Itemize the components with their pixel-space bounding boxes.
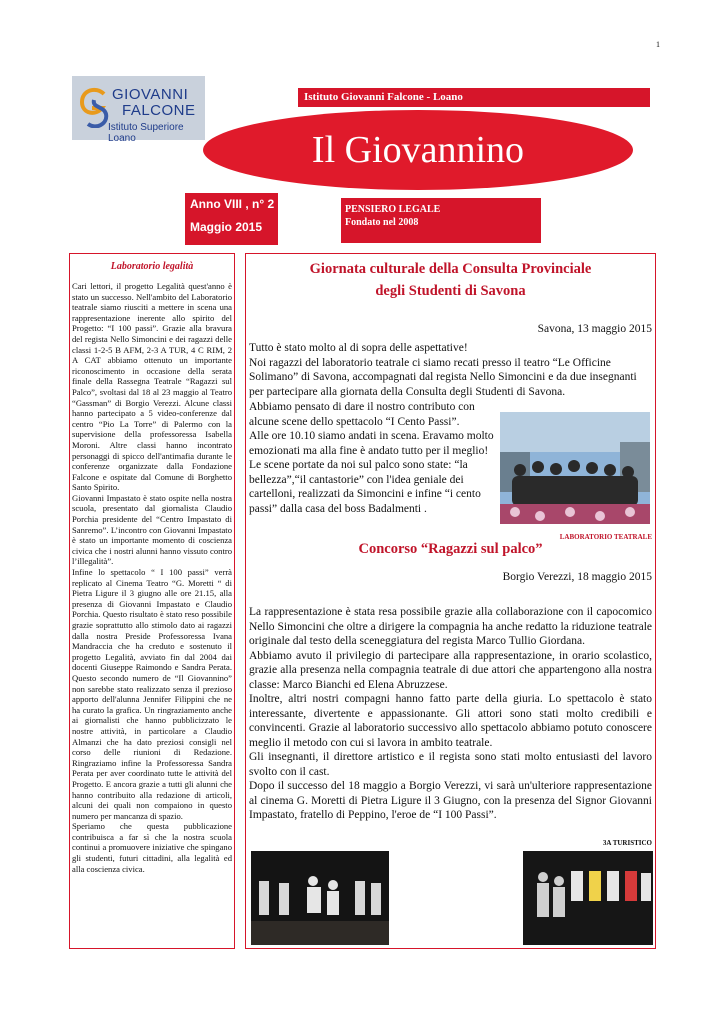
left-column-title: Laboratorio legalità bbox=[110, 261, 194, 272]
article1-title bbox=[245, 258, 656, 302]
issue-date: Maggio 2015 bbox=[190, 220, 263, 234]
rubric-founded: Fondato nel 2008 bbox=[345, 217, 419, 228]
issue-number: Anno VIII , n° 2 bbox=[190, 197, 275, 211]
logo-line1: GIOVANNI bbox=[112, 86, 189, 103]
stage-photo-right bbox=[523, 851, 653, 945]
article1-para2: Abbiamo pensato di dare il nostro contributo con alcune scene dello spettacolo “I Cento Passi”. Alle ore 10.10 siamo andati in scena. Eravamo molto emozionati ma alla fine è andato tutto per il meglio! Le scene portate da noi sul palco sono state: “la bellezza”,“il cantastorie” con l'idea geniale dei cartelloni, realizzati da Simoncini e infine “i cento passi” dalla casa del boss Badalmenti . bbox=[249, 401, 494, 515]
article2-date: Borgio Verezzi, 18 maggio 2015 bbox=[502, 571, 652, 583]
article1-title-line2: degli Studenti di Savona bbox=[375, 283, 526, 299]
article1-date: Savona, 13 maggio 2015 bbox=[537, 323, 652, 335]
article1-title-line1: Giornata culturale della Consulta Provinciale bbox=[309, 261, 592, 277]
newspaper-title: Il Giovannino bbox=[203, 110, 633, 190]
school-banner: Istituto Giovanni Falcone - Loano bbox=[298, 88, 650, 107]
article2-body: La rappresentazione è stata resa possibile grazie alla collaborazione con il capocomico Nello Simoncini che oltre a dirigere la compagnia ha anche redatto la riduzione teatrale originale dal testo della sceneggiatura del regista Marco Tullio Giordana. Abbiamo avuto il privilegio di partecipare alla rappresentazione, in orario scolastico, grazie alla presenza nella compagnia teatrale di due attori che appartengono alla nostra classe: Marco Bianchi ed Elena Abruzzese. Inoltre, altri nostri compagni hanno fatto parte della giuria. Lo spettacolo è stato interessante, divertente e appassionante. Gli attori sono stati molto credibili e convincenti. Grazie al laboratorio successivo allo spettacolo abbiamo potuto conoscere meglio il metodo con cui si lavora in ambito teatrale. Gli insegnanti, il direttore artistico e il regista sono stati molto entusiasti del lavoro svolto con il cast. Dopo il successo del 18 maggio a Borgio Verezzi, vi sarà un'ulteriore rappresentazione al cinema G. Moretti di Pietra Ligure il 3 Giugno, con la presenza del Signor Giovanni Impastato, fratello di Peppino, l'eroe de “I 100 Passi”. bbox=[249, 606, 652, 821]
article2-caption: 3A TURISTICO bbox=[602, 839, 652, 847]
issue-box bbox=[185, 193, 278, 245]
logo-line3: Istituto Superiore Loano bbox=[108, 122, 184, 144]
group-photo bbox=[500, 412, 650, 524]
rubric-box bbox=[341, 198, 541, 243]
page-number: 1 bbox=[656, 40, 660, 49]
photo1-caption: LABORATORIO TEATRALE bbox=[559, 533, 652, 541]
article1-para1: Tutto è stato molto al di sopra delle aspettative! Noi ragazzi del laboratorio teatrale ci siamo recati presso il teatro “Le Officine Solimano” di Savona, accompagnati dal regista Nello Simoncini e da due insegnanti per partecipare alla giornata della Consulta degli Studenti di Savona. bbox=[249, 342, 637, 398]
stage-photo-left bbox=[251, 851, 389, 945]
article2-title: Concorso “Ragazzi sul palco” bbox=[358, 541, 543, 557]
logo-line2: FALCONE bbox=[122, 102, 196, 119]
rubric-title: PENSIERO LEGALE bbox=[345, 204, 441, 215]
left-column-text: Cari lettori, il progetto Legalità quest'anno è stato un successo. Nell'ambito del Laboratorio teatrale siamo riusciti a mettere in scena una rappresentazione inerente allo spirito del Progetto: “I 100 passi”. Grazie alla bravura del regista Nello Simoncini e dei ragazzi delle classi 1-2-5 B AFM, 2-3 A TUR, 4 C RIM, 2 A CAT abbiamo ottenuto un importante riconoscimento in occasione della serata finale della Rassegna Teatrale “Ragazzi sul Palco”, svoltasi dal 18 al 23 maggio al Teatro “Gassman” di Borgio Verezzi. Alcune classi hanno partecipato a 5 video-conferenze dal centro “Pio La Torre” di Palermo con la supervisione della professoressa Isabella Moroni. Altre classi hanno incontrato personaggi di spicco dell'antimafia durante le conferenze organizzate dalla Fondazione Falcone e ospitate dal Comune di Borghetto Santo Spirito. Giovanni Impastato è stato ospite nella nostra scuola, presentato dal giornalista Claudio Porchia presidente del “Centro Impastato di Sanremo”. L’incontro con Giovanni Impastato è stato un importante momento di coscienza civica che i nostri alunni hanno vissuto contro l’illegalità”. Infine lo spettacolo “ I 100 passi” verrà replicato al Cinema Teatro “G. Moretti “ di Pietra Ligure il 3 giugno alle ore 21.15, alla presenza di Giovanni Impastato e Claudio Porchia. Questo risultato è stato reso possibile grazie soprattutto allo stimolo dato ai ragazzi dalla nostra Preside Professoressa Ivana Mandraccia che ha creduto e sostenuto il progetto Legalità, avviato fin dal 2004 dai docenti Giuseppe Raimondo e Sandra Perata. Questo secondo numero de “Il Giovannino” non sarebbe stato realizzato senza il prezioso apporto dell'alunna Jennifer Filippini che ne ha curato la grafica. Un ringraziamento anche ai giornalisti che hanno pubblicizzato le nostre attività, in particolare a Claudio Almanzi che ha dato preziosi consigli nel corso delle riunioni di Redazione. Ringraziamo infine la Professoressa Sandra Perata per aver coordinato tutte le attività del Progetto. E ancora grazie a tutti gli alunni che hanno contribuito alla redazione di articoli, alcuni dei quali non compaiono in questo numero per mancanza di spazio. Speriamo che questa pubblicazione contribuisca a far sì che la nostra scuola continui a promuovere iniziative che spingano gli studenti, futuri cittadini, alla legalità ed alla coscienza civica. bbox=[72, 281, 232, 874]
logo-mark-icon bbox=[78, 84, 112, 128]
school-logo bbox=[72, 76, 205, 144]
